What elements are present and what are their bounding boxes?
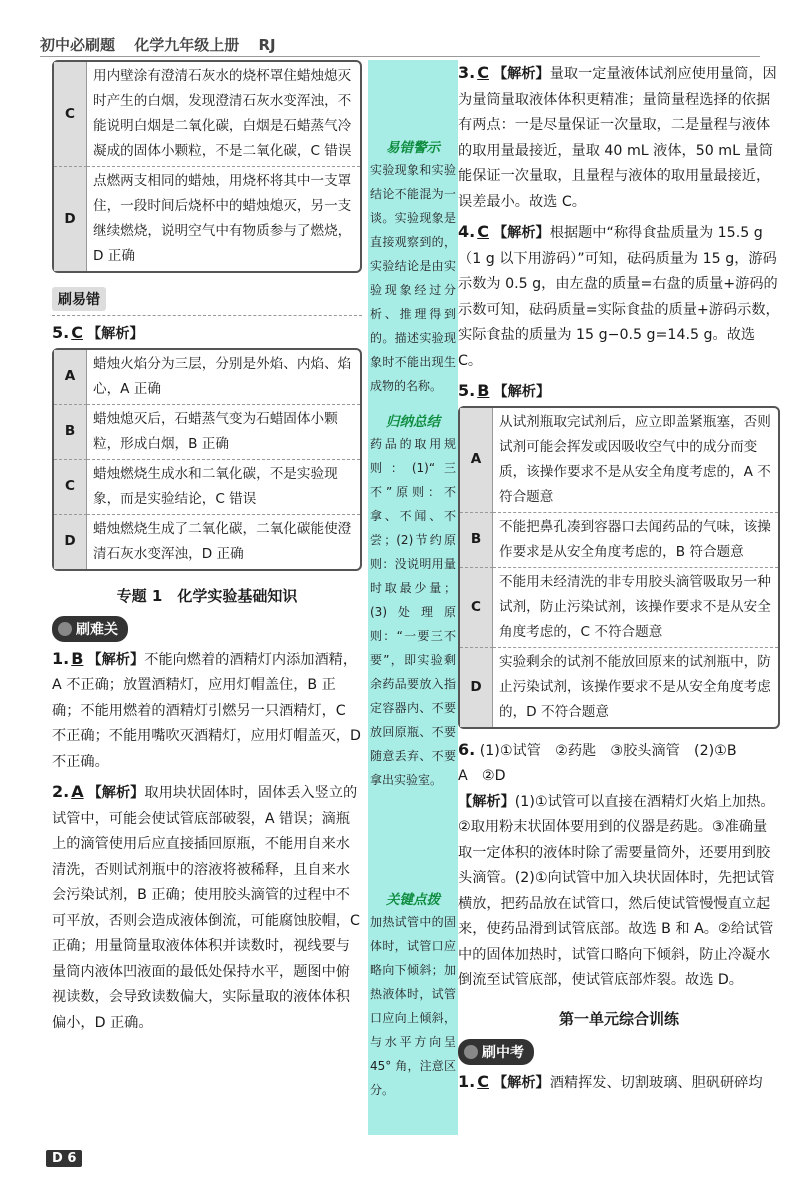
header-rule <box>40 56 760 57</box>
option-row <box>460 408 778 512</box>
option-row <box>54 459 360 514</box>
option-row <box>54 166 360 271</box>
question-number: 1. <box>52 648 70 668</box>
answer: C <box>477 222 489 241</box>
option-text: 蜡烛熄灭后，石蜡蒸气变为石蜡固体小颗粒，形成白烟，B 正确 <box>87 404 360 459</box>
answer: A <box>71 782 84 801</box>
note-title: 关键点拨 <box>386 892 440 908</box>
answer: C <box>477 1071 489 1091</box>
analysis-tag: 【解析】 <box>458 793 515 810</box>
option-key: C <box>54 459 87 514</box>
option-text: 蜡烛火焰分为三层，分别是外焰、内焰、焰心，A 正确 <box>93 355 352 397</box>
subject-name: 化学九年级上册 <box>134 36 240 54</box>
analysis-tag: 【解析】 <box>492 1074 550 1091</box>
left-column <box>52 60 362 1036</box>
option-row <box>54 350 360 404</box>
analysis-text: 取用块状固体时，固体丢入竖立的试管中，可能会使试管底部破裂，A 错误；滴瓶上的滴管使用后应直接插回原瓶，不能用自来水清洗，否则试剂瓶中的溶液将被稀释，且自来水会污染试剂，B 正确；使用胶头滴管的过程中不可平放，否则会造成液体倒流，可能腐蚀胶帽，C 正确；用量筒量取液体体积并读数时，视线要与量筒内液体凹液面的最低处保持水平，题图中俯视读数，会导致读数偏大，实际量取的液体体积偏小，D 正确。 <box>52 785 360 1031</box>
option-key: D <box>460 647 493 727</box>
option-key: A <box>54 350 87 404</box>
option-key: C <box>460 567 493 647</box>
analysis-tag: 【解析】 <box>87 651 145 668</box>
page-number: D 6 <box>46 1150 82 1167</box>
question-number: 6. <box>458 739 476 759</box>
question-number: 2. <box>52 782 70 801</box>
question-1-right <box>458 1069 780 1097</box>
option-key: A <box>460 408 493 512</box>
note-title: 归纳总结 <box>386 414 440 430</box>
question-3 <box>458 60 780 215</box>
analysis-text: 酒精挥发、切割玻璃、胆矾研碎均 <box>549 1074 763 1091</box>
margin-notes-column <box>368 60 458 1135</box>
option-text: 实验剩余的试剂不能放回原来的试剂瓶中，防止污染试剂，该操作要求不是从安全角度考虑的，D 不符合题意 <box>493 647 778 727</box>
answer: C <box>71 323 83 342</box>
question-number: 1. <box>458 1071 476 1091</box>
answer-line-2: A ②D <box>458 768 506 784</box>
question-number: 5. <box>458 381 476 400</box>
option-text: 蜡烛燃烧生成水和二氧化碳，不是实验现象，而是实验结论，C 错误 <box>87 459 360 514</box>
analysis-tag: 【解析】 <box>86 326 144 342</box>
options-table <box>52 60 362 273</box>
analysis-tag: 【解析】 <box>87 785 145 801</box>
brush-icon <box>58 622 72 636</box>
option-text: 从试剂瓶取完试剂后，应立即盖紧瓶塞，否则试剂可能会挥发或因吸收空气中的成分而变质，该操作要求不是从安全角度考虑的，A 不符合题意 <box>499 413 771 505</box>
right-column <box>458 60 780 1096</box>
question-6-analysis <box>458 790 780 994</box>
option-key: B <box>460 512 493 567</box>
option-row <box>460 647 778 727</box>
brush-icon <box>464 1045 478 1059</box>
option-text: 不能把鼻孔凑到容器口去闻药品的气味，该操作要求是从安全角度考虑的，B 符合题意 <box>493 512 778 567</box>
edition-label: RJ <box>258 36 276 54</box>
question-6 <box>458 737 780 765</box>
book-name: 初中必刷题 <box>40 36 116 54</box>
running-header <box>40 34 290 55</box>
analysis-tag: 【解析】 <box>492 225 550 241</box>
option-row <box>460 567 778 647</box>
option-key: B <box>54 404 87 459</box>
answer: B <box>477 381 490 400</box>
question-1 <box>52 646 362 776</box>
analysis-text: (1)①试管可以直接在酒精灯火焰上加热。②取用粉末状固体要用到的仪器是药匙。③准确量取一定体积的液体时除了需要量筒外，还要用到胶头滴管。(2)①向试管中加入块状固体时，先把试管横放，把药品放在试管口，然后使试管慢慢直立起来，使药品滑到试管底部。故选 B 和 A。②给试管中的固体加热时，试管口略向下倾斜，防止冷凝水倒流至试管底部，使试管底部炸裂。故选 D。 <box>458 793 775 988</box>
section-label: 刷中考 <box>482 1044 524 1061</box>
question-2 <box>52 779 362 1036</box>
option-text: 点燃两支相同的蜡烛，用烧杯将其中一支罩住，一段时间后烧杯中的蜡烛熄灭，另一支继续燃烧，说明空气中有物质参与了燃烧，D 正确 <box>87 166 360 271</box>
chapter-title: 第一单元综合训练 <box>558 1009 679 1028</box>
note-text: 药品的取用规则：(1)“三不”原则：不拿、不闻、不尝；(2)节约原则：没说明用量时取最少量；(3)处理原则：“一要三不要”，即实验剩余药品要放入指定容器内、不要放回原瓶、不要随意丢弃、不要拿出实验室。 <box>370 437 456 787</box>
note-title: 易错警示 <box>386 140 440 156</box>
section-badge <box>458 1039 534 1065</box>
question-5-right <box>458 378 780 406</box>
analysis-text: 量取一定量液体试剂应使用量筒，因为量筒量取液体体积更精准；量筒量程选择的依据有两点：一是尽量保证一次量取，二是量程与液体的取用量最接近，量取 40 mL 液体，50 mL 量筒能保证一次量取，且量程与液体的取用量最接近，误差最小。故选 C。 <box>458 66 777 210</box>
option-row <box>54 514 360 569</box>
answer-line: (1)①试管 ②药匙 ③胶头滴管 (2)①B <box>479 742 737 759</box>
option-text: 用内壁涂有澄清石灰水的烧杯罩住蜡烛熄灭时产生的白烟，发现澄清石灰水变浑浊，不能说明白烟是二氧化碳，白烟是石蜡蒸气冷凝成的固体小颗粒，不是二氧化碳，C 错误 <box>93 68 352 159</box>
option-row <box>460 512 778 567</box>
chapter-title: 专题 1 化学实验基础知识 <box>116 586 298 605</box>
option-row <box>54 62 360 166</box>
option-text: 蜡烛燃烧生成了二氧化碳，二氧化碳能使澄清石灰水变浑浊，D 正确 <box>87 514 360 569</box>
analysis-text: 根据题中“称得食盐质量为 15.5 g（1 g 以下用游码）”可知，砝码质量为 15 g，游码示数为 0.5 g，由左盘的质量=右盘的质量+游码的示数可知，砝码质量=实际食盐的质量+游码示数，实际食盐的质量为 15 g−0.5 g=14.5 g。故选 C。 <box>458 225 780 369</box>
option-key: C <box>54 62 87 166</box>
answer: B <box>71 648 84 668</box>
option-row <box>54 404 360 459</box>
question-4 <box>458 219 780 374</box>
section-label: 刷易错 <box>52 287 106 311</box>
analysis-text: 不能向燃着的酒精灯内添加酒精，A 不正确；放置酒精灯，应用灯帽盖住，B 正确；不能用燃着的酒精灯引燃另一只酒精灯，C 不正确；不能用嘴吹灭酒精灯，应用灯帽盖灭，D 不正确。 <box>52 651 361 770</box>
section-label: 刷难关 <box>76 621 118 638</box>
question-5 <box>52 320 362 348</box>
question-number: 5. <box>52 323 70 342</box>
question-number: 3. <box>458 63 476 82</box>
analysis-tag: 【解析】 <box>492 66 550 82</box>
option-key: D <box>54 166 87 271</box>
section-badge <box>52 616 128 642</box>
question-number: 4. <box>458 222 476 241</box>
option-text: 不能用未经清洗的非专用胶头滴管吸取另一种试剂，防止污染试剂，该操作要求不是从安全角度考虑的，C 不符合题意 <box>493 567 778 647</box>
answer: C <box>477 63 489 82</box>
options-table <box>458 406 780 729</box>
option-key: D <box>54 514 87 569</box>
analysis-tag: 【解析】 <box>493 384 551 400</box>
note-text: 加热试管中的固体时，试管口应略向下倾斜；加热液体时，试管口应向上倾斜，与水平方向呈 45° 角，注意区分。 <box>370 915 456 1097</box>
note-text: 实验现象和实验结论不能混为一谈。实验现象是直接观察到的，实验结论是由实验现象经过分析、推理得到的。描述实验现象时不能出现生成物的名称。 <box>370 163 456 393</box>
options-table <box>52 348 362 571</box>
